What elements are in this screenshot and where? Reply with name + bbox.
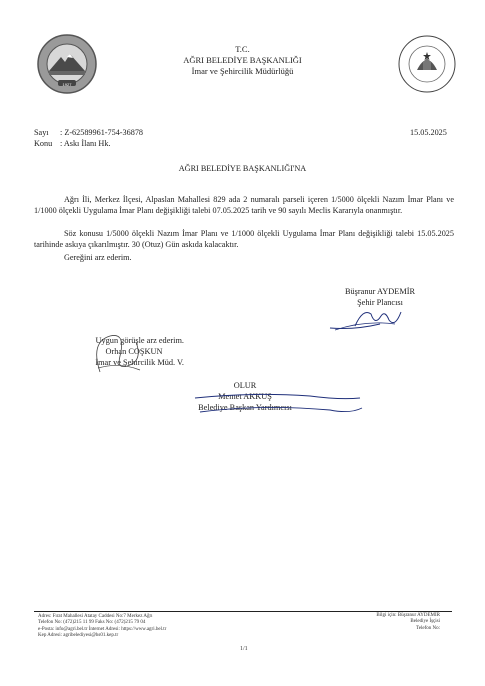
meta-block <box>34 128 143 149</box>
recipient-title: AĞRI BELEDİYE BAŞKANLIĞI'NA <box>178 164 307 173</box>
family-year-logo <box>397 34 457 94</box>
konu-value: : Askı İlanı Hk. <box>60 138 111 148</box>
body-paragraph-1: Ağrı İli, Merkez İlçesi, Alpaslan Mahallesi 829 ada 2 numaralı parseli içeren 1/5000 ölçekli Nazım İmar Planı ve 1/1000 ölçekli Uygulama İmar Planı değişikliği talebi 07.05.2025 tarih ve 90 sayılı Meclis Kararıyla onanmıştır. <box>34 195 454 216</box>
logo-year: 1927 <box>62 82 72 87</box>
footer-info-label: Bilgi için: Büşranur AYDEMİR <box>376 613 440 618</box>
approval-title: İmar ve Şehircilik Müd. V. <box>95 358 184 367</box>
sayi-label: Sayı <box>34 128 49 137</box>
footer-right <box>300 613 440 632</box>
sayi-value: : Z-62589961-754-36878 <box>60 128 144 137</box>
approval-name: Orhan COŞKUN <box>105 347 163 356</box>
footer-kep: Kep Adresi: agribelediyesi@hs01.kep.tr <box>38 632 119 638</box>
footer-phone: Telefon No: (472)215 11 99 Faks No: (472)215 79 04 <box>38 620 146 626</box>
header-tc: T.C. <box>235 44 250 54</box>
footer-info-phone: Telefon No: <box>416 625 440 631</box>
signer-title: Şehir Plancısı <box>357 298 403 307</box>
olur-label: OLUR <box>233 381 257 390</box>
body-paragraph-2: Söz konusu 1/5000 ölçekli Nazım İmar Planı ve 1/1000 ölçekli Uygulama İmar Planı değişikliği talebi 15.05.2025 tarihinde askıya çıkarılmıştır. 30 (Otuz) Gün askıda kalacaktır. <box>34 229 454 250</box>
page-number: 1/1 <box>240 646 248 652</box>
olur-title: Belediye Başkan Yardımcısı <box>198 403 292 412</box>
approval-line: Uygun görüşle arz ederim. <box>95 336 184 345</box>
family-year-logo-icon <box>397 34 457 94</box>
approval-signature <box>80 322 150 382</box>
header-institution: AĞRI BELEDİYE BAŞKANLIĞI <box>183 55 302 65</box>
footer-left <box>38 614 288 639</box>
body-paragraph-3: Gereğini arz ederim. <box>64 253 132 262</box>
footer-divider <box>34 611 452 612</box>
signer-signature <box>325 302 415 334</box>
footer-web: e-Posta: info@agri.bel.tr İnternet Adresi: https://www.agri.bel.tr <box>38 626 167 632</box>
footer-info-title: Belediye İşçisi <box>410 619 440 625</box>
header-department: İmar ve Şehircilik Müdürlüğü <box>191 66 294 76</box>
signer-name: Büşranur AYDEMİR <box>345 287 415 296</box>
olur-signature <box>190 390 370 420</box>
konu-label: Konu <box>34 138 53 148</box>
footer-address: Adres: Fırat Mahallesi Atatay Caddesi No:7 Merkez Ağrı <box>38 614 153 619</box>
document-date: 15.05.2025 <box>410 128 447 137</box>
olur-name: Memet AKKUŞ <box>218 392 272 401</box>
municipality-logo <box>36 33 98 95</box>
